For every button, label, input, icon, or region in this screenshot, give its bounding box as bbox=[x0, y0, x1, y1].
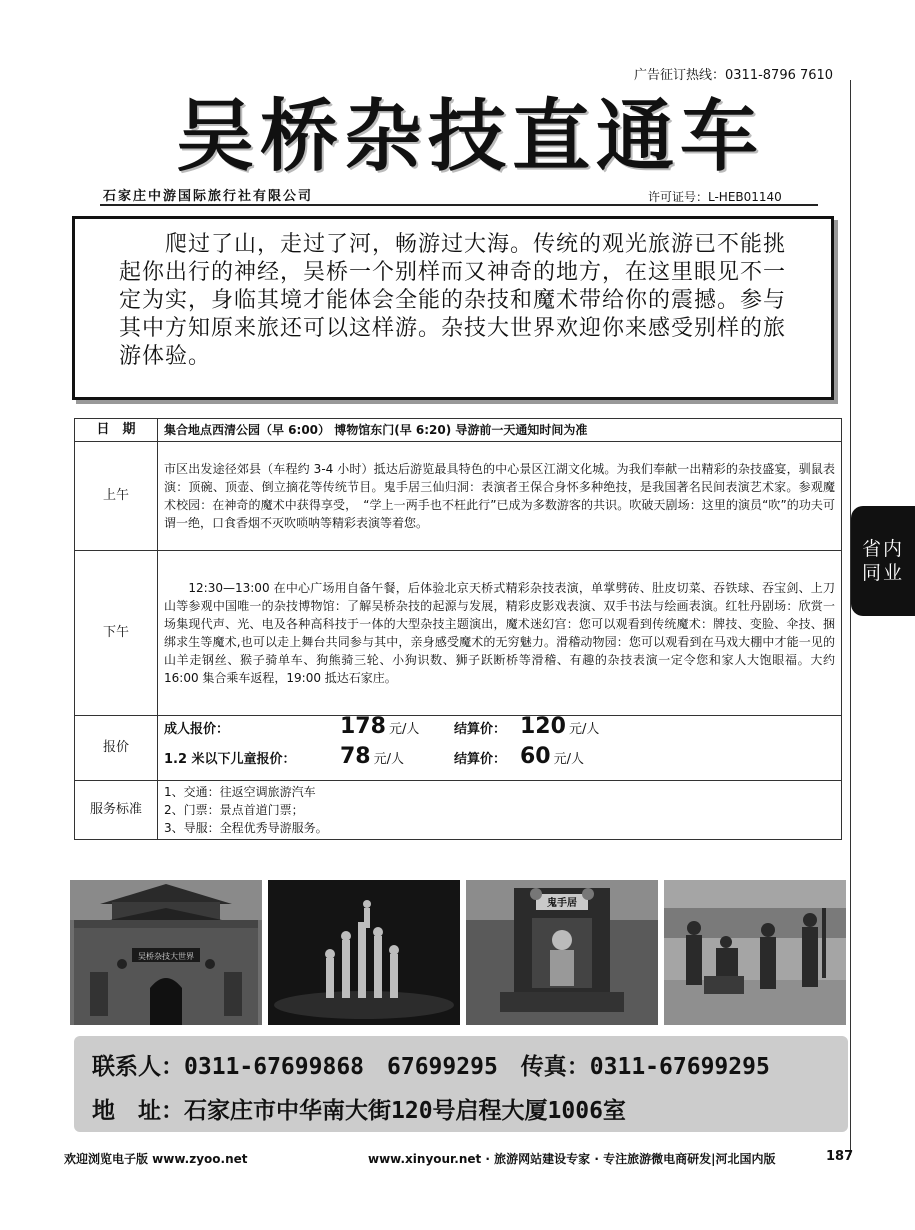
shop-sign-text: 鬼手居 bbox=[547, 898, 577, 909]
service-item: 2、门票：景点首道门票； bbox=[164, 803, 304, 817]
right-margin-rule bbox=[850, 80, 851, 1155]
photo-bronze-statues bbox=[664, 880, 846, 1025]
price-cell bbox=[158, 716, 842, 781]
ghost-hand-house-illustration bbox=[466, 880, 658, 1025]
gate-sign-text: 吴桥杂技大世界 bbox=[138, 952, 194, 961]
city-gate-illustration bbox=[70, 880, 262, 1025]
afternoon-row bbox=[75, 551, 842, 716]
acrobats-illustration bbox=[268, 880, 460, 1025]
date-row bbox=[75, 419, 842, 442]
photo-city-gate bbox=[70, 880, 262, 1025]
morning-text: 市区出发途径郊县（车程约 3-4 小时）抵达后游览最具特色的中心景区江湖文化城。为我们奉献一出精彩的杂技盛宴，驯鼠表演：顶碗、顶壶、倒立摘花等传统节目。鬼手居三仙归洞：表演者王保合身怀多种绝技，是我国著名民间表演艺术家。参观魔术校园：在神奇的魔术中获得享受， “学上一两手也不枉此行”已成为多数游客的共识。吹破天剧场：这里的演员“吹”的功夫可谓一绝，口食香烟不灭吹唢呐等精彩表演等着您。 bbox=[158, 442, 842, 551]
license-number: 许可证号：L-HEB01140 bbox=[648, 190, 782, 204]
date-label: 日 期 bbox=[75, 419, 158, 442]
adult-settle-unit: 元/人 bbox=[568, 722, 600, 737]
title-divider bbox=[100, 204, 818, 206]
footer-slogan: www.xinyour.net · 旅游网站建设专家 · 专注旅游微电商研发|河北国内版 bbox=[368, 1152, 776, 1166]
service-label: 服务标准 bbox=[75, 781, 158, 840]
child-settle-label: 结算价： bbox=[454, 752, 507, 767]
adult-price-unit: 元/人 bbox=[388, 722, 420, 737]
morning-label: 上午 bbox=[75, 442, 158, 551]
afternoon-label: 下午 bbox=[75, 551, 158, 716]
side-tab bbox=[851, 506, 915, 616]
price-row bbox=[75, 716, 842, 781]
ad-hotline: 广告征订热线：0311-8796 7610 bbox=[634, 68, 834, 83]
intro-box: 爬过了山，走过了河，畅游过大海。传统的观光旅游已不能挑起你出行的神经，吴桥一个别样而又神奇的地方，在这里眼见不一定为实，身临其境才能体会全能的杂技和魔术带给你的震撼。参与其中方知原来旅还可以这样游。杂技大世界欢迎你来感受别样的旅游体验。 bbox=[72, 216, 834, 400]
child-price-line bbox=[164, 744, 835, 778]
adult-settle-price: 120 bbox=[520, 714, 566, 739]
afternoon-text: 12:30—13:00 在中心广场用自备午餐，后体验北京天桥式精彩杂技表演，单掌劈砖、肚皮切菜、吞铁球、吞宝剑、上刀山等参观中国唯一的杂技博物馆：了解吴桥杂技的起源与发展，精彩皮影戏表演、双手书法与绘画表演。红牡丹剧场：欣赏一场集现代声、光、电及各种高科技于一体的大型杂技主题演出，魔术迷幻宫：您可以观看到传统魔术：牌技、变脸、伞技、捆绑求生等魔术,也可以走上舞台共同参与其中，亲身感受魔术的无穷魅力。滑稽动物园：您可以观看到在马戏大棚中才能一见的山羊走钢丝、猴子骑单车、狗熊骑三轮、小狗识数、狮子跃断桥等滑稽、有趣的杂技表演一定令您和家人大饱眼福。大约 16:00 集合乘车返程，19:00 抵达石家庄。 bbox=[158, 551, 842, 716]
adult-price-label: 成人报价： bbox=[164, 722, 230, 737]
price-label: 报价 bbox=[75, 716, 158, 781]
adult-price: 178 bbox=[340, 714, 386, 739]
service-list bbox=[158, 781, 842, 840]
page-number: 187 bbox=[826, 1149, 854, 1164]
adult-settle-label: 结算价： bbox=[454, 722, 507, 737]
photo-acrobatics bbox=[268, 880, 460, 1025]
date-value: 集合地点西清公园（早 6:00） 博物馆东门(早 6:20) 导游前一天通知时间为准 bbox=[158, 419, 842, 442]
child-settle-unit: 元/人 bbox=[553, 752, 585, 767]
morning-row bbox=[75, 442, 842, 551]
side-tab-label: 省内同业 bbox=[861, 538, 904, 584]
company-name: 石家庄中游国际旅行社有限公司 bbox=[103, 189, 314, 204]
bronze-statues-illustration bbox=[664, 880, 846, 1025]
page-title: 吴桥杂技直通车 bbox=[175, 92, 764, 182]
child-price-label: 1.2 米以下儿童报价： bbox=[164, 752, 296, 767]
service-row bbox=[75, 781, 842, 840]
child-price-unit: 元/人 bbox=[373, 752, 405, 767]
adult-price-line bbox=[164, 714, 835, 748]
contact-panel bbox=[74, 1036, 848, 1132]
address-line: 地 址：石家庄市中华南大街120号启程大厦1006室 bbox=[92, 1098, 626, 1124]
photo-ghost-hand-house bbox=[466, 880, 658, 1025]
child-price: 78 bbox=[340, 744, 371, 769]
service-item: 1、交通：往返空调旅游汽车 bbox=[164, 785, 316, 799]
itinerary-table bbox=[74, 418, 842, 840]
child-settle-price: 60 bbox=[520, 744, 551, 769]
service-item: 3、导服：全程优秀导游服务。 bbox=[164, 821, 328, 835]
footer-ebook-url: 欢迎浏览电子版 www.zyoo.net bbox=[64, 1152, 248, 1166]
contact-line: 联系人：0311-67699868 67699295 传真：0311-67699295 bbox=[92, 1054, 770, 1080]
